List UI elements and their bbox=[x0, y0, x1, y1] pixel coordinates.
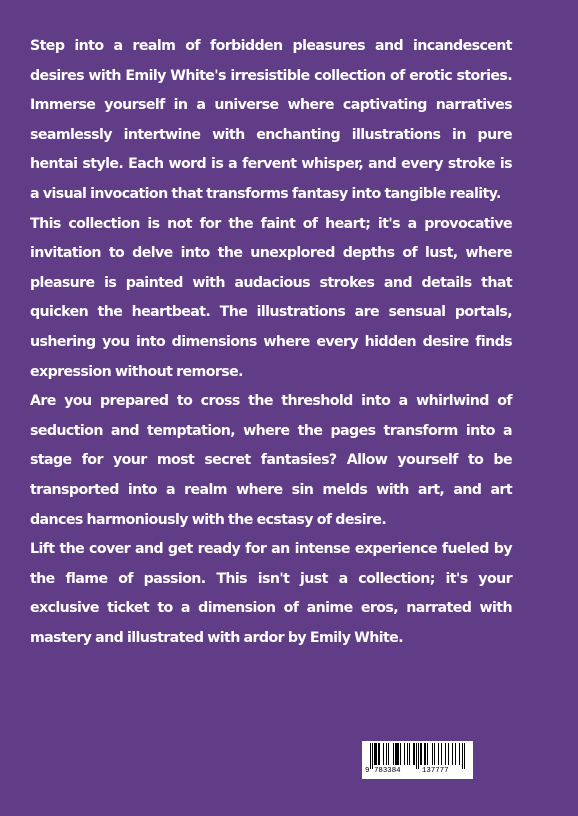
back-cover-description bbox=[30, 32, 512, 653]
barcode-bar bbox=[375, 743, 376, 765]
barcode-bar bbox=[427, 743, 428, 765]
barcode-bar bbox=[448, 743, 449, 765]
barcode-bar bbox=[434, 743, 435, 765]
barcode-bar bbox=[452, 743, 453, 765]
barcode-bar bbox=[414, 743, 415, 765]
barcode-bar bbox=[379, 743, 380, 765]
barcode-bar bbox=[424, 743, 425, 765]
barcode-bar bbox=[378, 743, 379, 765]
barcode-bar bbox=[441, 743, 442, 765]
barcode-bar bbox=[455, 743, 456, 765]
barcode-bar bbox=[409, 743, 410, 765]
barcode-bar bbox=[393, 743, 394, 765]
barcode-bar bbox=[374, 743, 375, 765]
barcode-bar bbox=[396, 743, 397, 765]
barcode-bar bbox=[438, 743, 439, 765]
barcode-bar bbox=[388, 743, 389, 765]
barcode-bar bbox=[398, 743, 399, 765]
barcode-bar bbox=[404, 743, 405, 765]
barcode-bar bbox=[421, 743, 422, 765]
barcode-bar bbox=[397, 743, 398, 765]
description-paragraph-1: Step into a realm of forbidden pleasures and incandescent desires with Emily White's irresistible collection of erotic stories. Immerse yourself in a universe where captivating narratives seamlessly intertwine with enchanting illustrations in pure hentai style. Each word is a fervent whisper, and every stroke is a visual invocation that transforms fantasy into tangible reality. bbox=[30, 38, 512, 202]
barcode-digit-first: 9 bbox=[365, 767, 370, 775]
barcode-bar bbox=[383, 743, 384, 765]
barcode-bar bbox=[413, 743, 414, 765]
barcode-bar bbox=[400, 743, 401, 765]
barcode-bar bbox=[459, 743, 460, 765]
barcode-bar bbox=[407, 743, 408, 765]
barcode-bar bbox=[445, 743, 446, 765]
description-paragraph-2: This collection is not for the faint of heart; it's a provocative invitation to delve into the unexplored depths of lust, where pleasure is painted with audacious strokes and details that quicken the heartbeat. The illustrations are sensual portals, ushering you into dimensions where every hidden desire finds expression without remorse. bbox=[30, 215, 512, 380]
barcode-bar bbox=[376, 743, 377, 765]
barcode-digit-group-left: 783384 bbox=[374, 767, 401, 775]
barcode-bar bbox=[432, 743, 433, 765]
isbn-barcode bbox=[362, 741, 473, 779]
description-paragraph-4: Lift the cover and get ready for an intense experience fueled by the flame of passion. This isn't just a collection; it's your exclusive ticket to a dimension of anime eros, narrated with mastery and illustrated with ardor by Emily White. bbox=[30, 541, 512, 646]
barcode-digits bbox=[362, 765, 473, 777]
barcode-bar bbox=[425, 743, 426, 765]
barcode-bar bbox=[386, 743, 387, 765]
barcode-digit-group-right: 137777 bbox=[422, 767, 449, 775]
barcode-bar bbox=[420, 743, 421, 765]
description-paragraph-3: Are you prepared to cross the threshold into a whirlwind of seduction and temptation, where the pages transform into a stage for your most secret fantasies? Allow yourself to be transported into a realm where sin melds with art, and art dances harmoniously with the ecstasy of desire. bbox=[30, 393, 512, 528]
barcode-bar bbox=[395, 743, 396, 765]
